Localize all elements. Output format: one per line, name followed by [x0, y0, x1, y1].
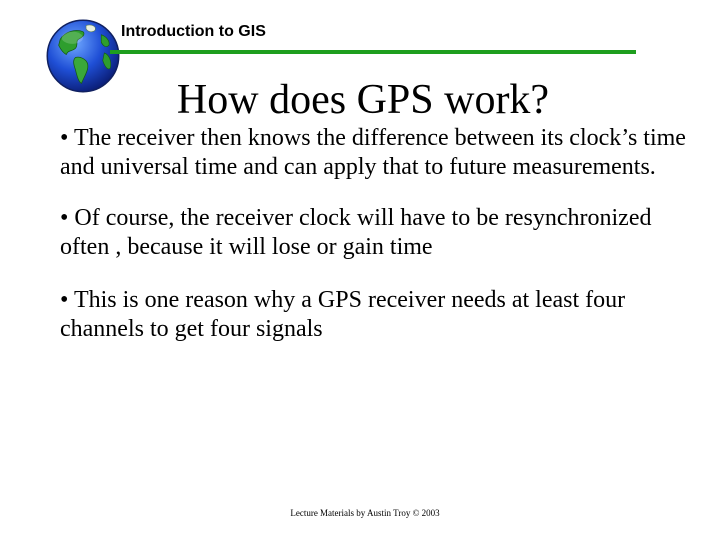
header-divider	[110, 50, 636, 54]
slide-title: How does GPS work?	[176, 77, 550, 123]
bullet-item: • Of course, the receiver clock will have to be resynchronized often , because it will lose or gain time	[60, 205, 652, 260]
course-title: Introduction to GIS	[121, 23, 266, 40]
footer-credit: Lecture Materials by Austin Troy © 2003	[290, 508, 440, 518]
bullet-item: • This is one reason why a GPS receiver needs at least four channels to get four signals	[60, 287, 626, 342]
bullet-list	[60, 124, 700, 366]
bullet-item: • The receiver then knows the difference between its clock’s time and universal time and can apply that to future measurements.	[60, 125, 686, 180]
